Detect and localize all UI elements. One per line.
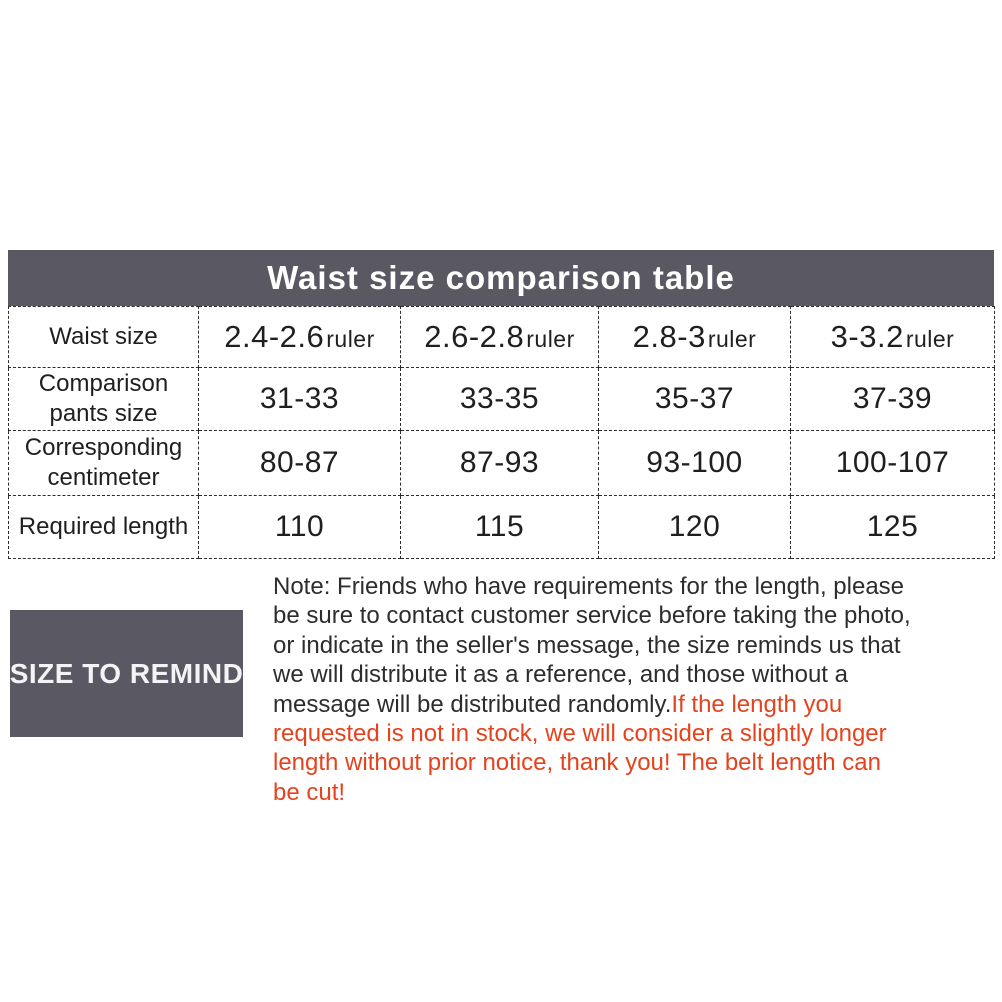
note-line bbox=[273, 778, 995, 807]
table-cell: 80-87 bbox=[199, 431, 401, 496]
table-cell bbox=[401, 307, 599, 368]
cell-unit: ruler bbox=[905, 326, 955, 352]
note-line bbox=[273, 660, 995, 689]
note-text-accent: length without prior notice, thank you! The belt length can bbox=[273, 749, 881, 777]
size-to-remind-label: SIZE TO REMIND bbox=[9, 657, 244, 689]
table-row bbox=[9, 368, 995, 431]
table-cell bbox=[199, 307, 401, 368]
table-cell: 87-93 bbox=[401, 431, 599, 496]
table-cell: 33-35 bbox=[401, 368, 599, 431]
note-text: or indicate in the seller's message, the size reminds us that bbox=[273, 631, 901, 659]
cell-value: 2.6-2.8 bbox=[424, 319, 525, 354]
cell-value: 3-3.2 bbox=[830, 319, 904, 354]
note-line bbox=[273, 631, 995, 660]
table-title-bar bbox=[8, 250, 994, 306]
table-row bbox=[9, 496, 995, 559]
note-line bbox=[273, 719, 995, 748]
table-cell: 120 bbox=[599, 496, 791, 559]
table-cell bbox=[791, 307, 995, 368]
table-cell: 115 bbox=[401, 496, 599, 559]
note-text-accent: If the length you bbox=[671, 690, 843, 718]
table-row bbox=[9, 307, 995, 368]
table-cell: 35-37 bbox=[599, 368, 791, 431]
note-line bbox=[273, 748, 995, 777]
row-label-comparison-pants-size: Comparison pants size bbox=[9, 368, 199, 431]
cell-unit: ruler bbox=[326, 326, 375, 352]
note-text: message will be distributed randomly. bbox=[273, 690, 672, 718]
note-text-accent: be cut! bbox=[273, 778, 346, 806]
note-line bbox=[273, 690, 995, 719]
cell-unit: ruler bbox=[526, 326, 575, 352]
note-text: be sure to contact customer service before taking the photo, bbox=[273, 602, 911, 630]
table-row bbox=[9, 431, 995, 496]
note-line bbox=[273, 601, 995, 630]
size-comparison-table bbox=[8, 250, 994, 559]
size-table-grid bbox=[8, 306, 995, 559]
table-cell: 93-100 bbox=[599, 431, 791, 496]
row-label-waist-size: Waist size bbox=[9, 307, 199, 368]
row-label-required-length: Required length bbox=[9, 496, 199, 559]
row-label-corresponding-centimeter: Corresponding centimeter bbox=[9, 431, 199, 496]
cell-value: 2.4-2.6 bbox=[224, 319, 325, 354]
size-note bbox=[273, 572, 995, 807]
table-cell: 31-33 bbox=[199, 368, 401, 431]
table-cell: 110 bbox=[199, 496, 401, 559]
note-text: we will distribute it as a reference, and those without a bbox=[273, 661, 848, 689]
table-title: Waist size comparison table bbox=[267, 259, 735, 296]
table-cell: 125 bbox=[791, 496, 995, 559]
cell-unit: ruler bbox=[707, 326, 757, 352]
cell-value: 2.8-3 bbox=[632, 319, 706, 354]
size-to-remind-badge bbox=[10, 610, 243, 737]
table-cell bbox=[599, 307, 791, 368]
note-text: Note: Friends who have requirements for the length, please bbox=[273, 573, 905, 600]
note-line bbox=[273, 572, 995, 601]
note-text-accent: requested is not in stock, we will consider a slightly longer bbox=[273, 720, 887, 748]
table-cell: 37-39 bbox=[791, 368, 995, 431]
table-cell: 100-107 bbox=[791, 431, 995, 496]
